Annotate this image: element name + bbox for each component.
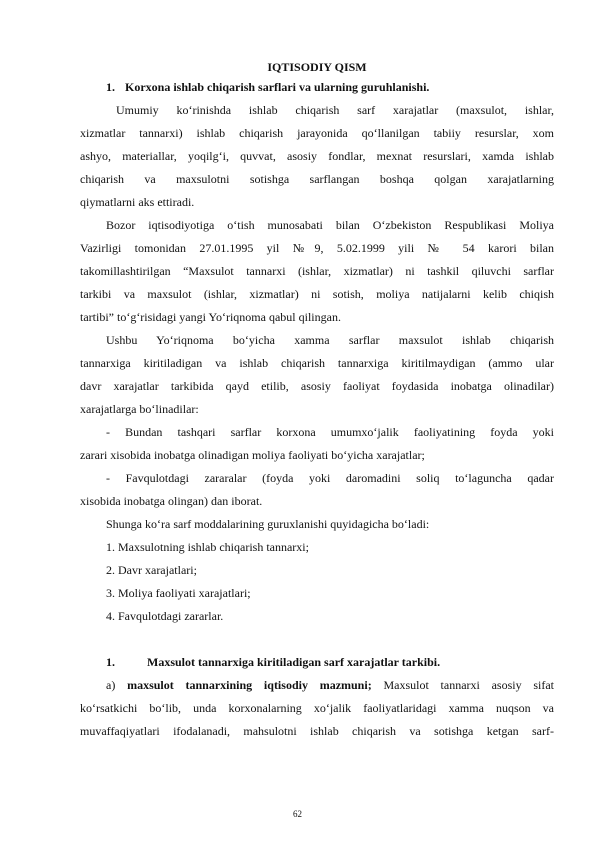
- paragraph-line: Ushbu Yo‘riqnoma bo‘yicha xamma sarflar maxsulot ishlab chiqarish: [106, 333, 554, 347]
- paragraph-line: zarari xisobida inobatga olinadigan moliya faoliyati bo‘yicha xarajatlar;: [80, 448, 425, 462]
- list-item: 2. Davr xarajatlari;: [106, 563, 197, 577]
- paragraph-line: tarkibi va maxsulot (ishlar, xizmatlar) ni sotish, moliya natijalarni kelib chiqish: [80, 287, 554, 301]
- section-1-number: 1.: [106, 80, 115, 94]
- list-item: 3. Moliya faoliyati xarajatlari;: [106, 586, 251, 600]
- paragraph-line: Bozor iqtisodiyotiga o‘tish munosabati bilan O‘zbekiston Respublikasi Moliya: [106, 218, 554, 232]
- paragraph-line: tartibi” to‘g‘risidagi yangi Yo‘riqnoma qabul qilingan.: [80, 310, 341, 324]
- section-2-number: 1.: [106, 655, 115, 669]
- paragraph-line: Vazirligi tomonidan 27.01.1995 yil №9, 5.02.1999 yili № 54 karori bilan: [80, 241, 554, 255]
- paragraph-line: xizmatlar tannarxi) ishlab chiqarish jarayonida qo‘llanilgan tabiiy resurslar, xom: [80, 126, 554, 140]
- paragraph-line: qiymatlarni aks ettiradi.: [80, 195, 195, 209]
- paragraph-line: chiqarish va maxsulotni sotishga sarflangan boshqa qolgan xarajatlarning: [80, 172, 554, 186]
- section-2-title: Maxsulot tannarxiga kiritiladigan sarf xarajatlar tarkibi.: [147, 655, 441, 669]
- paragraph-line: Shunga ko‘ra sarf moddalarining guruxlanishi quyidagicha bo‘ladi:: [106, 517, 430, 531]
- section-1-title: Korxona ishlab chiqarish sarflari va ularning guruhlanishi.: [125, 80, 430, 94]
- paragraph-line: Umumiy ko‘rinishda ishlab chiqarish sarf xarajatlar (maxsulot, ishlar,: [116, 103, 554, 117]
- paragraph-line: xisobida inobatga olingan) dan iborat.: [80, 494, 263, 508]
- paragraph-line: ko‘rsatkichi bo‘lib, unda korxonalarning xo‘jalik faoliyatlaridagi xamma nuqson va: [80, 701, 554, 715]
- paragraph-line: xarajatlarga bo‘linadilar:: [80, 402, 199, 416]
- paragraph-line: takomillashtirilgan “Maxsulot tannarxi (ishlar, xizmatlar) ni tashkil qiluvchi sarflar: [80, 264, 554, 278]
- list-item: 4. Favqulotdagi zararlar.: [106, 609, 224, 623]
- page-number: 62: [293, 809, 302, 819]
- list-item: 1. Maxsulotning ishlab chiqarish tannarxi;: [106, 540, 309, 554]
- section-heading: IQTISODIY QISM: [267, 60, 367, 74]
- paragraph-line: tannarxiga kiritiladigan va ishlab chiqarish tannarxiga kiritilmaydigan (ammo ular: [80, 356, 554, 370]
- paragraph-line: a) maxsulot tannarxining iqtisodiy mazmuni; Maxsulot tannarxi asosiy sifat: [106, 678, 555, 692]
- paragraph-line: - Bundan tashqari sarflar korxona umumxo‘jalik faoliyatining foyda yoki: [106, 425, 554, 439]
- paragraph-line: muvaffaqiyatlari ifodalanadi, mahsulotni ishlab chiqarish va sotishga ketgan sarf-: [80, 724, 554, 738]
- paragraph-line: ashyo, materiallar, yoqilg‘i, quvvat, asosiy fondlar, mexnat resurslari, xamda ishlab: [80, 149, 554, 163]
- paragraph-line: davr xarajatlar tarkibida qayd etilib, asosiy faoliyat foydasida inobatga olinadilar): [80, 379, 554, 393]
- paragraph-line: - Favqulotdagi zararalar (foyda yoki daromadini soliq to‘laguncha qadar: [106, 471, 554, 485]
